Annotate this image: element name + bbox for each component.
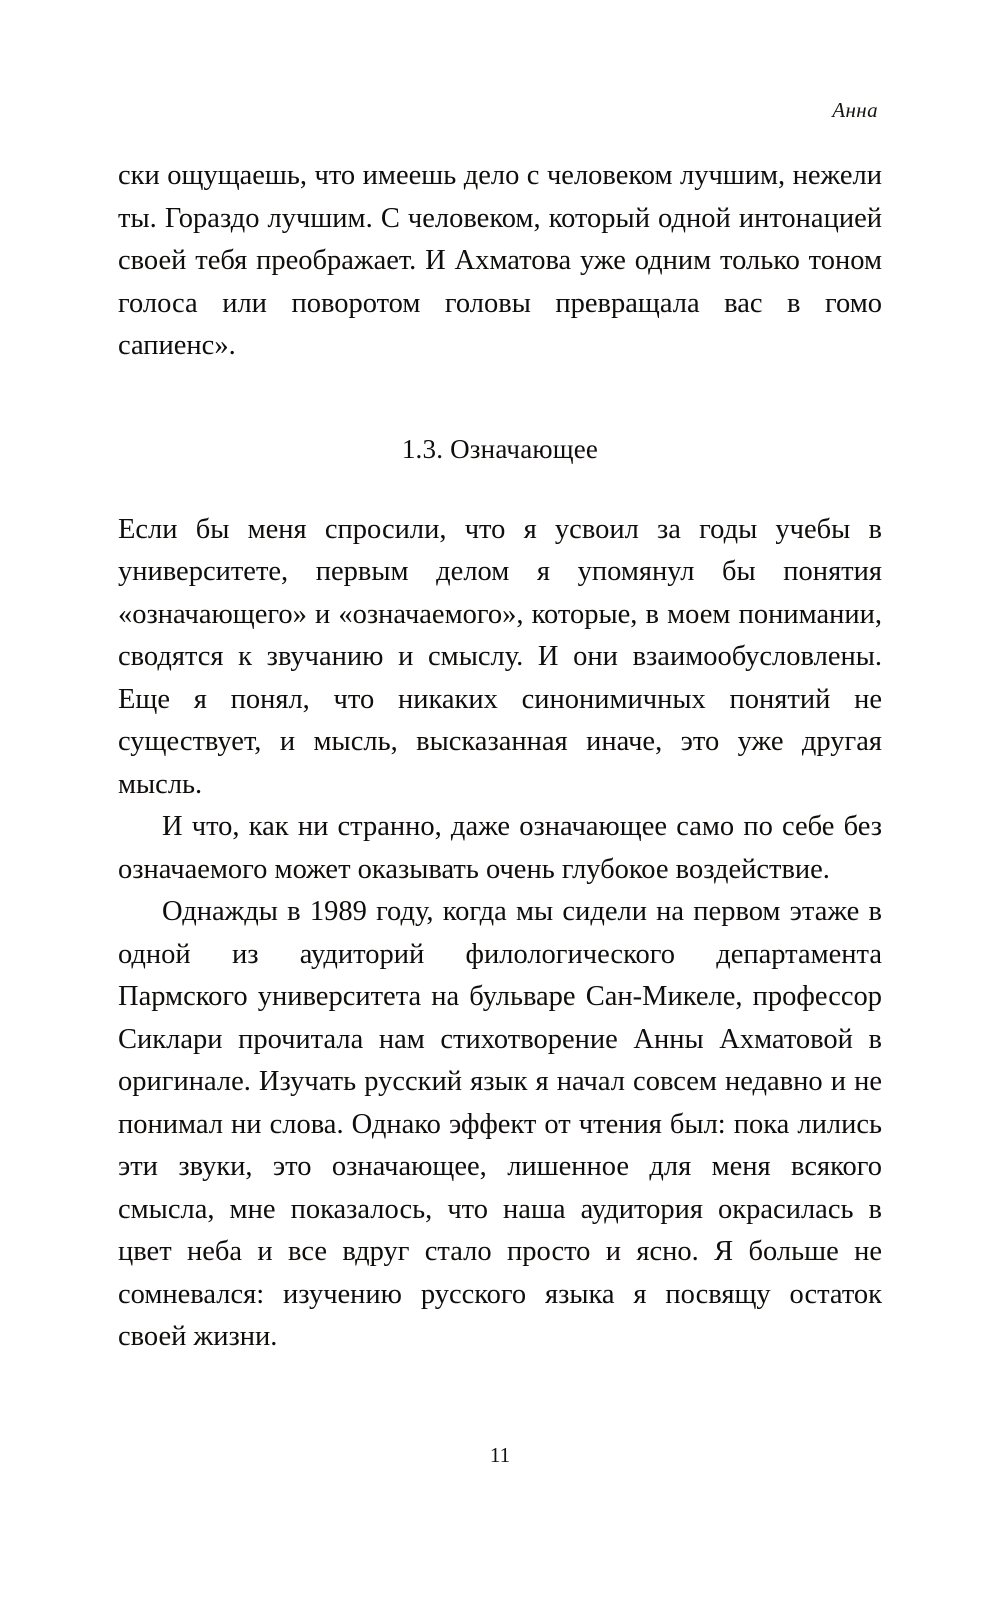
section-heading: 1.3. Означающее (401, 433, 599, 464)
running-head: Анна (832, 98, 878, 122)
paragraph-2: И что, как ни странно, даже означающее само по себе без означаемого может оказывать очень глубокое воздействие. (118, 811, 882, 885)
page-content (118, 155, 882, 1359)
paragraph-continued: ски ощущаешь, что имеешь дело с человеком лучшим, нежели ты. Гораздо лучшим. С человеком, который одной интонацией своей тебя преображает. И Ахматова уже одним только тоном голоса или поворотом головы превращала вас в гомо сапиенс». (118, 160, 882, 361)
paragraph-3: Однажды в 1989 году, когда мы сидели на первом этаже в одной из аудиторий филологического департамента Пармского университета на бульваре Сан-Микеле, профессор Сиклари прочитала нам стихотворение Анны Ахматовой в оригинале. Изучать русский язык я начал совсем недавно и не понимал ни слова. Однако эффект от чтения был: пока лились эти звуки, это означающее, лишенное для меня всякого смысла, мне показалось, что наша аудитория окрасилась в цвет неба и все вдруг стало просто и ясно. Я больше не сомневался: изучению русского языка я посвящу остаток своей жизни. (118, 896, 882, 1352)
page-number: 11 (489, 1443, 511, 1467)
paragraph-1: Если бы меня спросили, что я усвоил за годы учебы в университете, первым делом я упомянул бы понятия «означающего» и «означаемого», которые, в моем понимании, сводятся к звучанию и смыслу. И они взаимообусловлены. Еще я понял, что никаких синонимичных понятий не существует, и мысль, высказанная иначе, это уже другая мысль. (118, 513, 882, 800)
